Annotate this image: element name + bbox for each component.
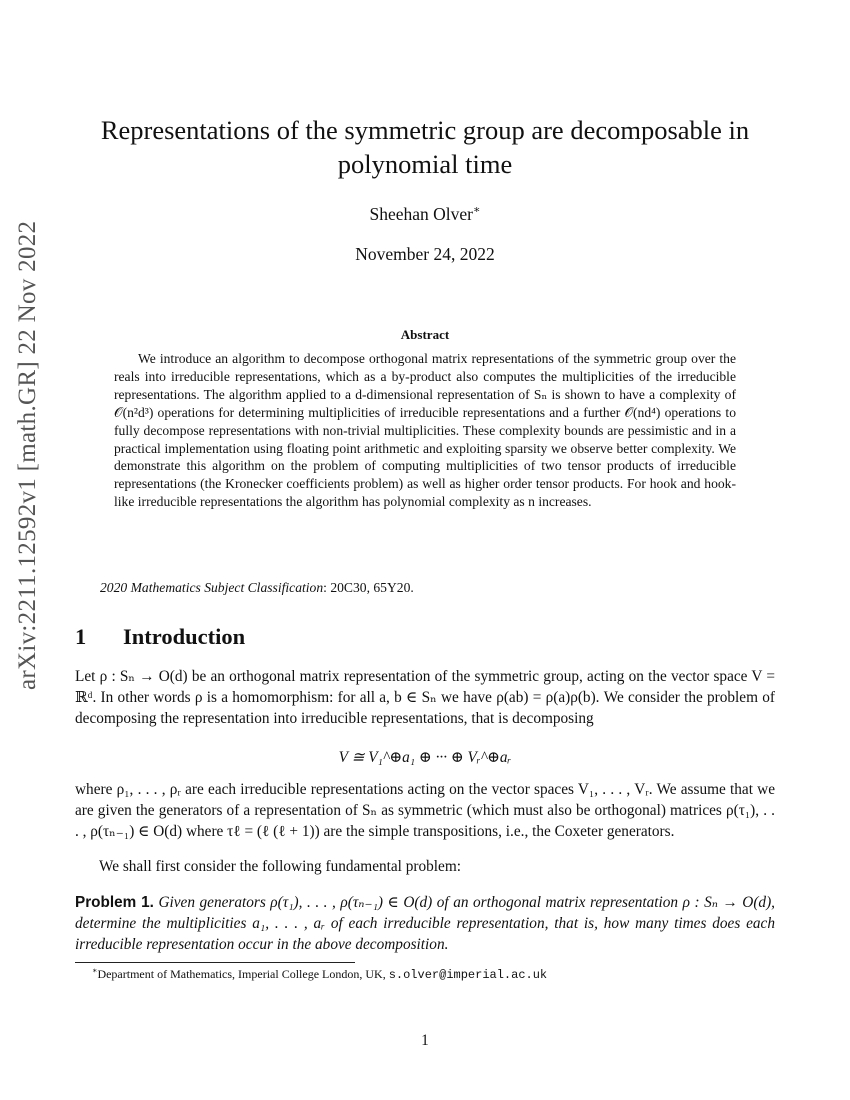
abstract-heading: Abstract — [400, 327, 450, 342]
footnote — [92, 966, 547, 982]
msc-codes: : 20C30, 65Y20. — [323, 580, 414, 595]
decomposition-equation: V ≅ V₁^⊕a₁ ⊕ ··· ⊕ Vᵣ^⊕aᵣ — [338, 749, 512, 766]
section-number: 1 — [75, 624, 87, 649]
abstract-text: We introduce an algorithm to decompose orthogonal matrix representations of the symmetric group over the reals into irreducible representations, which as a by-product also computes the multiplicities of the irreducible representations. The algorithm applied to a d-dimensional representation of Sₙ is shown to have a complexity of 𝒪(n²d³) operations for determining multiplicities of irreducible representations and a further 𝒪(nd⁴) operations to fully decompose representations with non-trivial multiplicities. These complexity bounds are pessimistic and in a practical implementation using floating point arithmetic and exploiting sparsity we observe better complexity. We demonstrate this algorithm on the problem of computing multiplicities of two tensor products of irreducible representations (the Kronecker coefficients problem) as well as higher order tensor products. For hook and hook-like irreducible representations the algorithm has polynomial complexity as n increases. — [114, 351, 736, 510]
problem-text: Given generators ρ(τ₁), . . . , ρ(τₙ₋₁) ∈ O(d) of an orthogonal matrix representation ρ : Sₙ → O(d), determine the multiplicities a₁, . . . , aᵣ of each irreducible representation, that is, how many times does each irreducible representation occur in the above decomposition. — [75, 894, 775, 953]
footnote-text: Department of Mathematics, Imperial College London, UK, — [97, 967, 389, 981]
paper-title — [60, 113, 790, 181]
paper-date: November 24, 2022 — [355, 244, 495, 264]
author-footnote-mark: ∗ — [473, 204, 481, 216]
intro-paragraph-2: where ρ₁, . . . , ρᵣ are each irreducible representations acting on the vector spaces V₁, . . . , Vᵣ. We assume that we are given the generators of a representation of Sₙ as symmetric (which must also be orthogonal) matrices ρ(τ₁), . . . , ρ(τₙ₋₁) ∈ O(d) where τℓ = (ℓ (ℓ + 1)) are the simple transpositions, i.e., the Coxeter generators. — [75, 781, 775, 840]
section-heading — [75, 624, 245, 650]
title-line-1: Representations of the symmetric group are decomposable in — [100, 115, 750, 145]
author-line — [0, 203, 850, 225]
page-number: 1 — [421, 1032, 429, 1049]
author-name: Sheehan Olver — [369, 203, 474, 224]
problem-label: Problem 1. — [75, 894, 154, 911]
intro-paragraph-1: Let ρ : Sₙ → O(d) be an orthogonal matrix representation of the symmetric group, acting on the vector space V = ℝᵈ. In other words ρ is a homomorphism: for all a, b ∈ Sₙ we have ρ(ab) = ρ(a)ρ(b). We consider the problem of decomposing the representation into irreducible representations, that is decomposing — [75, 668, 775, 727]
title-line-2: polynomial time — [337, 149, 513, 179]
msc-label: 2020 Mathematics Subject Classification — [100, 580, 324, 595]
arxiv-identifier: arXiv:2211.12592v1 [math.GR] 22 Nov 2022 — [14, 220, 41, 690]
intro-paragraph-3: We shall first consider the following fundamental problem: — [99, 858, 461, 875]
section-title: Introduction — [123, 624, 246, 649]
footnote-mark: ∗ — [92, 966, 98, 975]
footnote-email-link[interactable]: s.olver@imperial.ac.uk — [388, 968, 548, 982]
msc-line — [100, 580, 414, 596]
footnote-rule — [75, 962, 355, 963]
problem-statement — [75, 893, 775, 955]
